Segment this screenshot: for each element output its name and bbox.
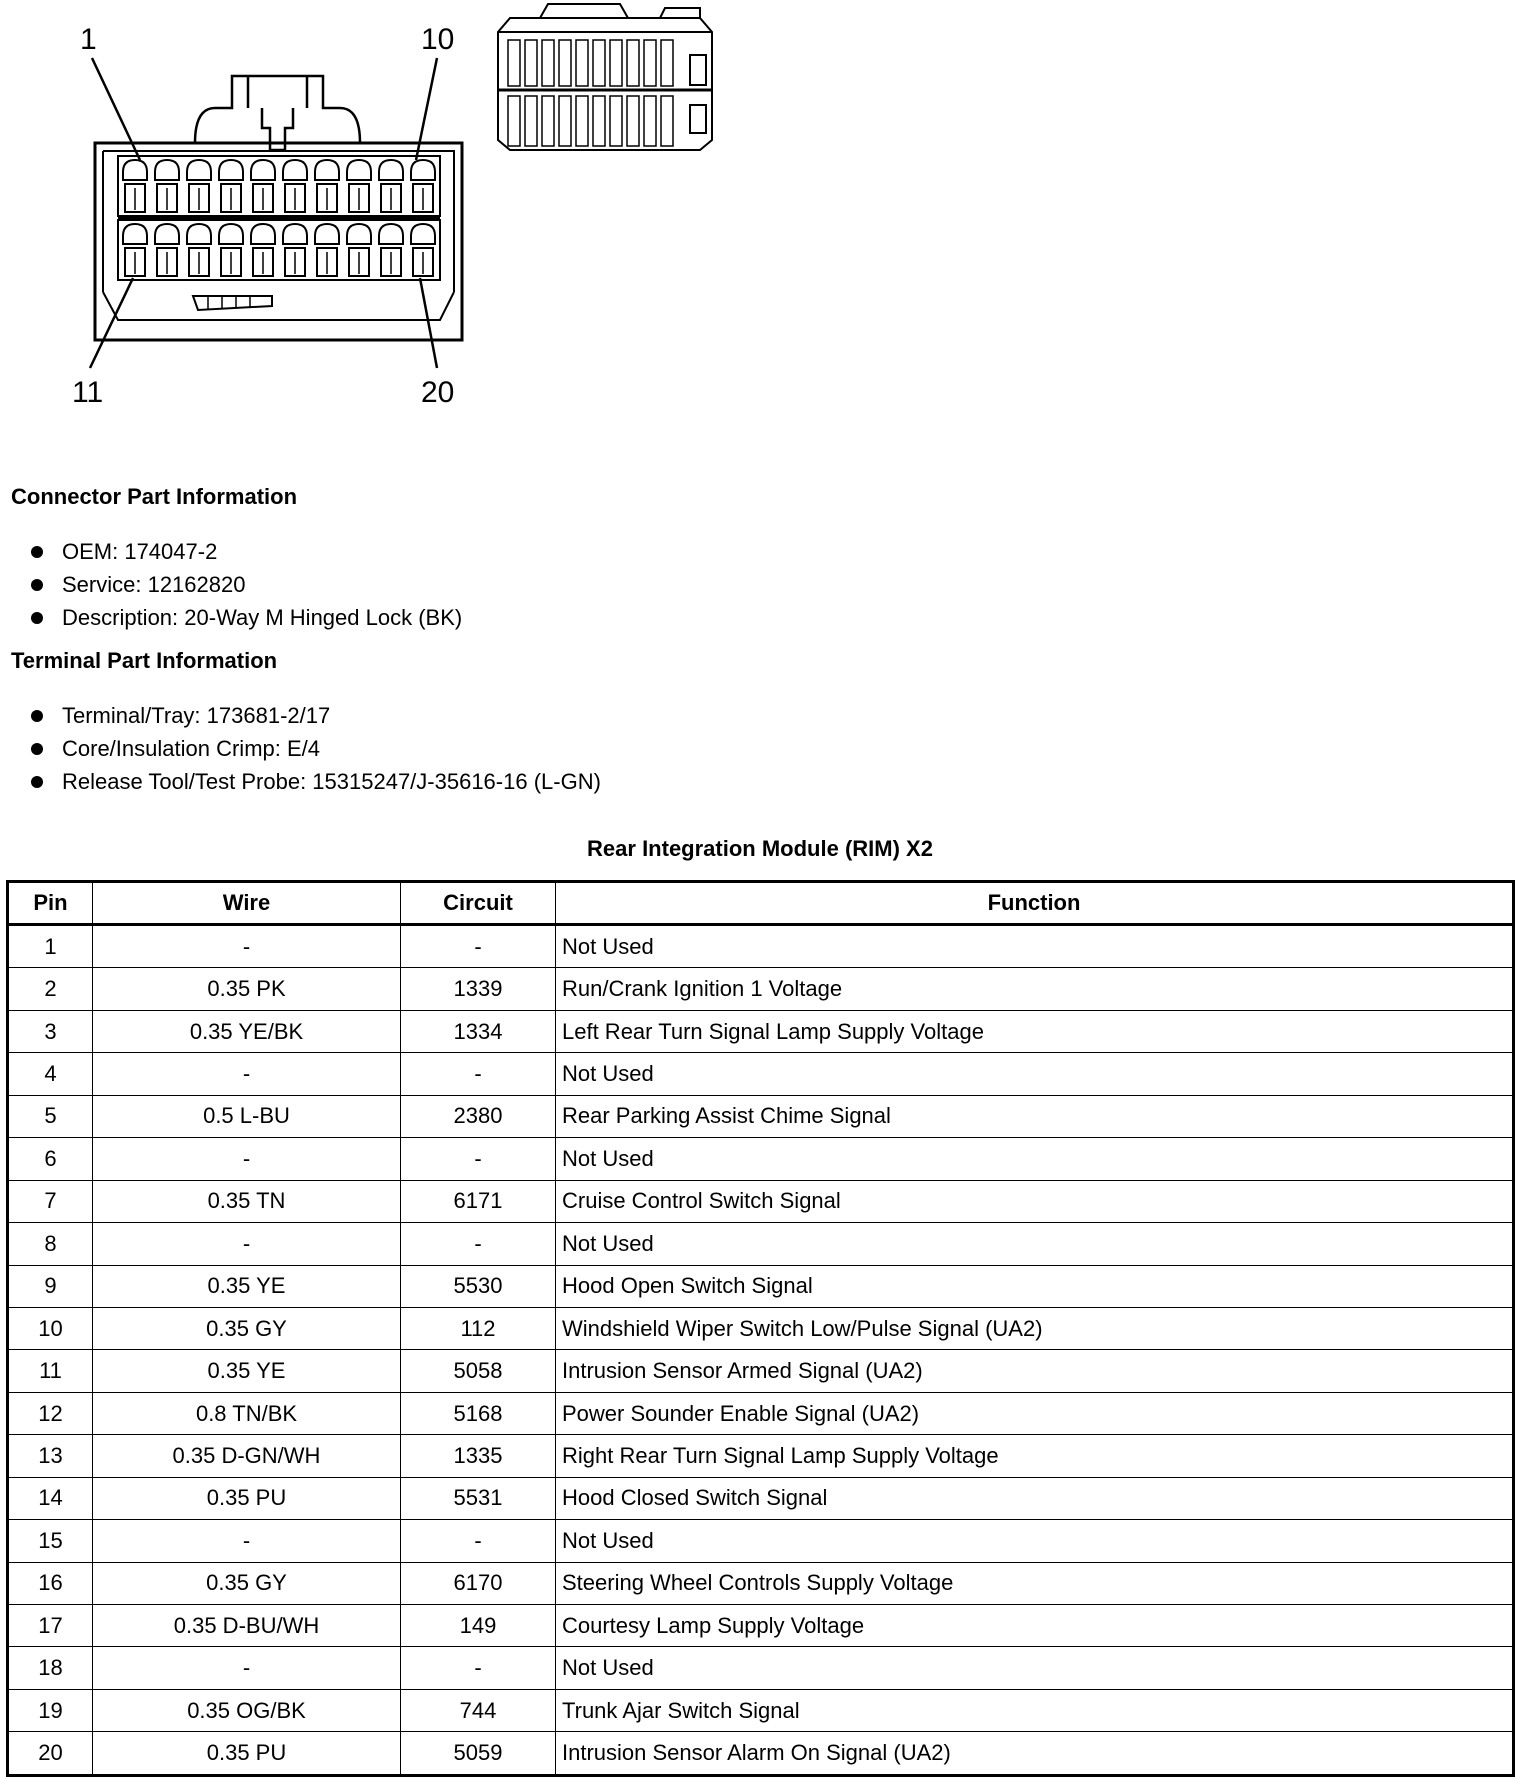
cell-wire: 0.35 PU bbox=[93, 1732, 401, 1776]
cell-circuit: 1339 bbox=[401, 968, 556, 1010]
table-header-row bbox=[8, 882, 1514, 925]
cell-circuit: 5168 bbox=[401, 1392, 556, 1434]
table-row bbox=[8, 1010, 1514, 1052]
cell-function: Not Used bbox=[556, 1138, 1514, 1180]
table-row bbox=[8, 1265, 1514, 1307]
isometric-cavity bbox=[559, 96, 571, 146]
cell-wire: 0.35 PU bbox=[93, 1477, 401, 1519]
cell-pin: 1 bbox=[8, 925, 93, 968]
cell-pin: 17 bbox=[8, 1605, 93, 1647]
table-row bbox=[8, 1562, 1514, 1604]
cell-wire: 0.35 PK bbox=[93, 968, 401, 1010]
table-row bbox=[8, 1307, 1514, 1349]
isometric-cavity bbox=[542, 40, 554, 86]
isometric-cavity bbox=[525, 40, 537, 86]
cell-pin: 4 bbox=[8, 1053, 93, 1095]
table-row bbox=[8, 1138, 1514, 1180]
cell-pin: 10 bbox=[8, 1307, 93, 1349]
cell-function: Right Rear Turn Signal Lamp Supply Voltage bbox=[556, 1435, 1514, 1477]
terminal-cavity bbox=[315, 224, 339, 244]
isometric-cavity bbox=[661, 96, 673, 146]
cell-pin: 5 bbox=[8, 1095, 93, 1137]
cell-circuit: 2380 bbox=[401, 1095, 556, 1137]
connector-info-heading: Connector Part Information bbox=[11, 484, 298, 509]
cell-circuit: - bbox=[401, 1138, 556, 1180]
cell-function: Run/Crank Ignition 1 Voltage bbox=[556, 968, 1514, 1010]
terminal-cavity bbox=[347, 224, 371, 244]
cell-circuit: - bbox=[401, 1223, 556, 1265]
terminal-cavity bbox=[347, 160, 371, 180]
cell-circuit: 5059 bbox=[401, 1732, 556, 1776]
pin-label-11: 11 bbox=[72, 376, 104, 409]
table-title: Rear Integration Module (RIM) X2 bbox=[587, 836, 933, 861]
cell-wire: - bbox=[93, 1647, 401, 1689]
terminal-cavity bbox=[283, 160, 307, 180]
cell-pin: 8 bbox=[8, 1223, 93, 1265]
table-row bbox=[8, 968, 1514, 1010]
isometric-cavity bbox=[627, 40, 639, 86]
table-row bbox=[8, 1520, 1514, 1562]
cell-wire: - bbox=[93, 1520, 401, 1562]
cell-function: Cruise Control Switch Signal bbox=[556, 1180, 1514, 1222]
terminal-cavity bbox=[379, 160, 403, 180]
isometric-cavity bbox=[593, 96, 605, 146]
isometric-cavity bbox=[576, 40, 588, 86]
cell-wire: 0.35 TN bbox=[93, 1180, 401, 1222]
terminal-cavity bbox=[411, 160, 435, 180]
pin-label-20: 20 bbox=[421, 376, 455, 409]
cell-wire: 0.35 OG/BK bbox=[93, 1689, 401, 1731]
cell-wire: 0.5 L-BU bbox=[93, 1095, 401, 1137]
cell-circuit: 1335 bbox=[401, 1435, 556, 1477]
terminal-cavity bbox=[411, 224, 435, 244]
cell-wire: - bbox=[93, 925, 401, 968]
cell-pin: 2 bbox=[8, 968, 93, 1010]
isometric-cavity bbox=[559, 40, 571, 86]
cell-function: Power Sounder Enable Signal (UA2) bbox=[556, 1392, 1514, 1434]
cell-function: Not Used bbox=[556, 1520, 1514, 1562]
table-row bbox=[8, 1392, 1514, 1434]
table-row bbox=[8, 1435, 1514, 1477]
cell-circuit: 149 bbox=[401, 1605, 556, 1647]
header-wire: Wire bbox=[93, 882, 401, 925]
pin-label-1: 1 bbox=[80, 23, 97, 56]
cell-circuit: - bbox=[401, 925, 556, 968]
cell-circuit: 6170 bbox=[401, 1562, 556, 1604]
cell-function: Intrusion Sensor Alarm On Signal (UA2) bbox=[556, 1732, 1514, 1776]
cell-function: Not Used bbox=[556, 925, 1514, 968]
connector-info-list bbox=[0, 535, 462, 634]
cell-pin: 13 bbox=[8, 1435, 93, 1477]
cell-circuit: 112 bbox=[401, 1307, 556, 1349]
terminal-cavity bbox=[219, 224, 243, 244]
isometric-cavity bbox=[593, 40, 605, 86]
cell-pin: 18 bbox=[8, 1647, 93, 1689]
isometric-cavity bbox=[644, 40, 656, 86]
cell-function: Trunk Ajar Switch Signal bbox=[556, 1689, 1514, 1731]
table-row bbox=[8, 1180, 1514, 1222]
cell-pin: 9 bbox=[8, 1265, 93, 1307]
header-pin: Pin bbox=[8, 882, 93, 925]
cell-wire: 0.35 YE bbox=[93, 1350, 401, 1392]
connector-diagram bbox=[0, 0, 760, 420]
cell-function: Not Used bbox=[556, 1053, 1514, 1095]
terminal-info-heading: Terminal Part Information bbox=[11, 648, 278, 673]
cell-pin: 6 bbox=[8, 1138, 93, 1180]
terminal-cavity bbox=[187, 160, 211, 180]
cell-wire: - bbox=[93, 1223, 401, 1265]
terminal-cavity bbox=[123, 224, 147, 244]
cell-circuit: 6171 bbox=[401, 1180, 556, 1222]
terminal-cavity bbox=[123, 160, 147, 180]
list-item: Service: 12162820 bbox=[0, 568, 462, 601]
cell-pin: 12 bbox=[8, 1392, 93, 1434]
isometric-cavity bbox=[508, 96, 520, 146]
cell-function: Left Rear Turn Signal Lamp Supply Voltage bbox=[556, 1010, 1514, 1052]
terminal-cavity bbox=[251, 160, 275, 180]
table-row bbox=[8, 1647, 1514, 1689]
pinout-table bbox=[6, 880, 1515, 1777]
cell-circuit: - bbox=[401, 1053, 556, 1095]
list-item: Core/Insulation Crimp: E/4 bbox=[0, 732, 601, 765]
cell-circuit: - bbox=[401, 1647, 556, 1689]
cell-wire: 0.35 D-GN/WH bbox=[93, 1435, 401, 1477]
cell-pin: 19 bbox=[8, 1689, 93, 1731]
pin-label-10: 10 bbox=[421, 23, 455, 56]
cell-pin: 20 bbox=[8, 1732, 93, 1776]
table-row bbox=[8, 1053, 1514, 1095]
table-row bbox=[8, 1732, 1514, 1776]
cell-pin: 7 bbox=[8, 1180, 93, 1222]
table-row bbox=[8, 1689, 1514, 1731]
cell-function: Rear Parking Assist Chime Signal bbox=[556, 1095, 1514, 1137]
header-function: Function bbox=[556, 882, 1514, 925]
terminal-cavity bbox=[219, 160, 243, 180]
list-item: OEM: 174047-2 bbox=[0, 535, 462, 568]
isometric-cavity bbox=[610, 40, 622, 86]
cell-circuit: 5531 bbox=[401, 1477, 556, 1519]
leader-line-1 bbox=[92, 58, 140, 160]
table-row bbox=[8, 1605, 1514, 1647]
leader-line-20 bbox=[420, 278, 437, 368]
terminal-cavity bbox=[155, 160, 179, 180]
cell-wire: 0.35 GY bbox=[93, 1307, 401, 1349]
cell-function: Hood Closed Switch Signal bbox=[556, 1477, 1514, 1519]
list-item: Description: 20-Way M Hinged Lock (BK) bbox=[0, 601, 462, 634]
cell-function: Intrusion Sensor Armed Signal (UA2) bbox=[556, 1350, 1514, 1392]
connector-face bbox=[95, 76, 462, 340]
isometric-cavity bbox=[576, 96, 588, 146]
table-row bbox=[8, 925, 1514, 968]
table-row bbox=[8, 1350, 1514, 1392]
isometric-cavity bbox=[542, 96, 554, 146]
cell-circuit: 1334 bbox=[401, 1010, 556, 1052]
cell-wire: 0.35 D-BU/WH bbox=[93, 1605, 401, 1647]
leader-line-10 bbox=[416, 58, 437, 160]
cell-wire: - bbox=[93, 1138, 401, 1180]
cell-circuit: 5530 bbox=[401, 1265, 556, 1307]
table-row bbox=[8, 1477, 1514, 1519]
cell-function: Steering Wheel Controls Supply Voltage bbox=[556, 1562, 1514, 1604]
isometric-cavity bbox=[525, 96, 537, 146]
table-row bbox=[8, 1223, 1514, 1265]
terminal-cavity bbox=[187, 224, 211, 244]
cell-function: Not Used bbox=[556, 1223, 1514, 1265]
list-item: Terminal/Tray: 173681-2/17 bbox=[0, 699, 601, 732]
table-row bbox=[8, 1095, 1514, 1137]
cell-pin: 16 bbox=[8, 1562, 93, 1604]
cell-wire: 0.35 GY bbox=[93, 1562, 401, 1604]
terminal-info-list bbox=[0, 699, 601, 798]
list-item: Release Tool/Test Probe: 15315247/J-35616-16 (L-GN) bbox=[0, 765, 601, 798]
isometric-cavity bbox=[644, 96, 656, 146]
cell-pin: 3 bbox=[8, 1010, 93, 1052]
terminal-cavity bbox=[379, 224, 403, 244]
cell-circuit: 744 bbox=[401, 1689, 556, 1731]
connector-isometric-view bbox=[498, 4, 712, 150]
pinout-table-body bbox=[8, 925, 1514, 1776]
header-circuit: Circuit bbox=[401, 882, 556, 925]
cell-function: Hood Open Switch Signal bbox=[556, 1265, 1514, 1307]
cell-function: Windshield Wiper Switch Low/Pulse Signal (UA2) bbox=[556, 1307, 1514, 1349]
terminal-cavity bbox=[283, 224, 307, 244]
cell-function: Not Used bbox=[556, 1647, 1514, 1689]
cell-circuit: - bbox=[401, 1520, 556, 1562]
cell-wire: 0.35 YE/BK bbox=[93, 1010, 401, 1052]
cell-pin: 14 bbox=[8, 1477, 93, 1519]
terminal-cavity bbox=[155, 224, 179, 244]
cell-wire: 0.8 TN/BK bbox=[93, 1392, 401, 1434]
terminal-cavity bbox=[251, 224, 275, 244]
cell-pin: 11 bbox=[8, 1350, 93, 1392]
cell-wire: - bbox=[93, 1053, 401, 1095]
isometric-cavity bbox=[610, 96, 622, 146]
cell-circuit: 5058 bbox=[401, 1350, 556, 1392]
cell-function: Courtesy Lamp Supply Voltage bbox=[556, 1605, 1514, 1647]
cell-pin: 15 bbox=[8, 1520, 93, 1562]
cell-wire: 0.35 YE bbox=[93, 1265, 401, 1307]
isometric-cavity bbox=[508, 40, 520, 86]
isometric-cavity bbox=[661, 40, 673, 86]
terminal-cavity bbox=[315, 160, 339, 180]
isometric-cavity bbox=[627, 96, 639, 146]
